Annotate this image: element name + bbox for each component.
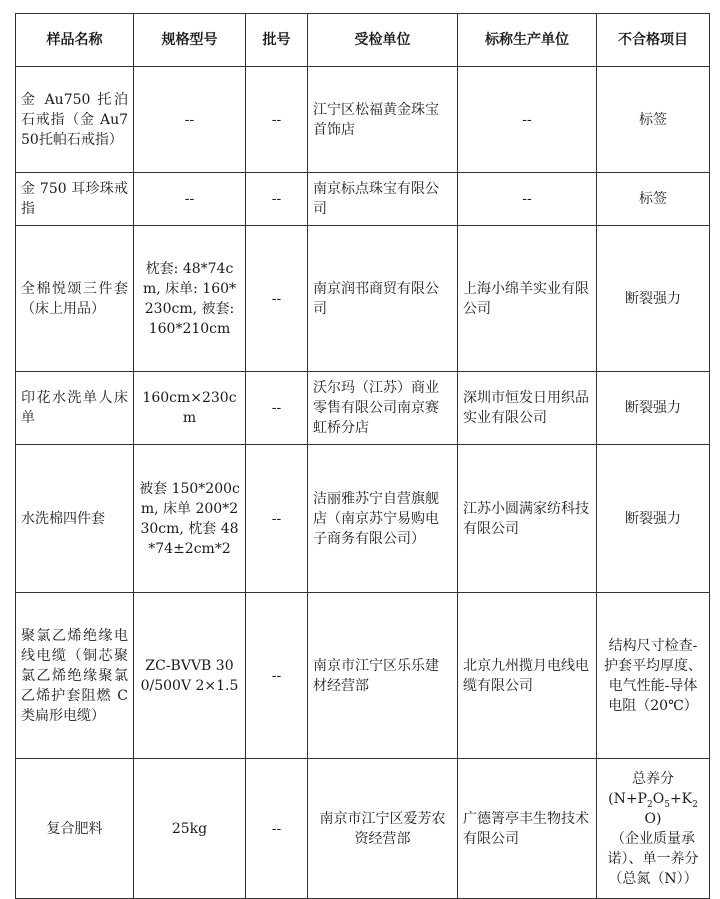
cell-spec-model: ZC-BVVB 300/500V 2×1.5 — [134, 593, 246, 759]
cell-manufacturer: -- — [458, 173, 597, 226]
cell-manufacturer: 上海小绵羊实业有限公司 — [458, 226, 597, 372]
cell-inspected-unit: 南京标点珠宝有限公司 — [308, 173, 458, 226]
failed-item-total-nutrient-label: 总养分 — [632, 770, 674, 787]
cell-spec-model: 被套 150*200cm, 床单 200*230cm, 枕套 48*74±2cm*2 — [134, 445, 246, 593]
header-failed-items: 不合格项目 — [597, 14, 710, 67]
formula-subscript: 2 — [692, 799, 698, 810]
cell-batch-number: -- — [246, 173, 308, 226]
cell-inspected-unit: 江宁区松福黄金珠宝首饰店 — [308, 67, 458, 173]
cell-batch-number: -- — [246, 372, 308, 445]
cell-inspected-unit: 南京市江宁区乐乐建材经营部 — [308, 593, 458, 759]
cell-spec-model: 160cm×230cm — [134, 372, 246, 445]
cell-batch-number: -- — [246, 226, 308, 372]
cell-manufacturer: 江苏小圆满家纺科技有限公司 — [458, 445, 597, 593]
cell-inspected-unit: 洁丽雅苏宁自营旗舰店（南京苏宁易购电子商务有限公司） — [308, 445, 458, 593]
cell-batch-number: -- — [246, 67, 308, 173]
cell-failed-item: 断裂强力 — [597, 372, 710, 445]
cell-failed-item: 断裂强力 — [597, 445, 710, 593]
formula-part: +K — [669, 790, 693, 807]
failed-item-remainder: （企业质量承诺）、单一养分（总氮（N）） — [607, 830, 699, 887]
cell-manufacturer: 深圳市恒发日用织品实业有限公司 — [458, 372, 597, 445]
cell-sample-name: 水洗棉四件套 — [16, 445, 134, 593]
formula-subscript: 5 — [664, 799, 670, 810]
cell-manufacturer: 广德箐亭丰生物技术有限公司 — [458, 759, 597, 899]
nonconforming-products-table — [15, 13, 710, 899]
table-row — [16, 759, 710, 899]
cell-failed-item: 标签 — [597, 173, 710, 226]
failed-item-formula — [608, 791, 698, 827]
cell-batch-number: -- — [246, 593, 308, 759]
table-row — [16, 445, 710, 593]
formula-part: O — [652, 790, 665, 807]
table-row — [16, 173, 710, 226]
cell-batch-number: -- — [246, 445, 308, 593]
cell-sample-name: 聚氯乙烯绝缘电线电缆（铜芯聚氯乙烯绝缘聚氯乙烯护套阻燃 C 类扁形电缆） — [16, 593, 134, 759]
cell-sample-name: 全棉悦颂三件套（床上用品） — [16, 226, 134, 372]
header-manufacturer: 标称生产单位 — [458, 14, 597, 67]
cell-failed-item: 结构尺寸检查-护套平均厚度、电气性能-导体电阻（20℃） — [597, 593, 710, 759]
cell-sample-name: 复合肥料 — [16, 759, 134, 899]
table-header-row — [16, 14, 710, 67]
table-row — [16, 593, 710, 759]
cell-spec-model: 25kg — [134, 759, 246, 899]
header-inspected-unit: 受检单位 — [308, 14, 458, 67]
cell-failed-item — [597, 759, 710, 899]
table-row — [16, 67, 710, 173]
cell-sample-name: 金 Au750 托泊石戒指（金 Au750托帕石戒指） — [16, 67, 134, 173]
cell-sample-name: 印花水洗单人床单 — [16, 372, 134, 445]
header-batch-number: 批号 — [246, 14, 308, 67]
cell-failed-item: 标签 — [597, 67, 710, 173]
cell-manufacturer: -- — [458, 67, 597, 173]
formula-subscript: 2 — [646, 799, 653, 810]
cell-failed-item: 断裂强力 — [597, 226, 710, 372]
cell-spec-model: -- — [134, 67, 246, 173]
formula-part: (N+P — [608, 790, 647, 807]
header-spec-model: 规格型号 — [134, 14, 246, 67]
table-row — [16, 226, 710, 372]
cell-inspected-unit: 南京市江宁区爱芳农资经营部 — [308, 759, 458, 899]
header-sample-name: 样品名称 — [16, 14, 134, 67]
cell-inspected-unit: 沃尔玛（江苏）商业零售有限公司南京赛虹桥分店 — [308, 372, 458, 445]
cell-inspected-unit: 南京润邗商贸有限公司 — [308, 226, 458, 372]
cell-spec-model: -- — [134, 173, 246, 226]
cell-spec-model: 枕套: 48*74cm, 床单: 160*230cm, 被套: 160*210cm — [134, 226, 246, 372]
cell-manufacturer: 北京九州揽月电线电缆有限公司 — [458, 593, 597, 759]
cell-batch-number: -- — [246, 759, 308, 899]
table-row — [16, 372, 710, 445]
formula-part: O) — [644, 810, 662, 827]
cell-sample-name: 金 750 耳珍珠戒指 — [16, 173, 134, 226]
